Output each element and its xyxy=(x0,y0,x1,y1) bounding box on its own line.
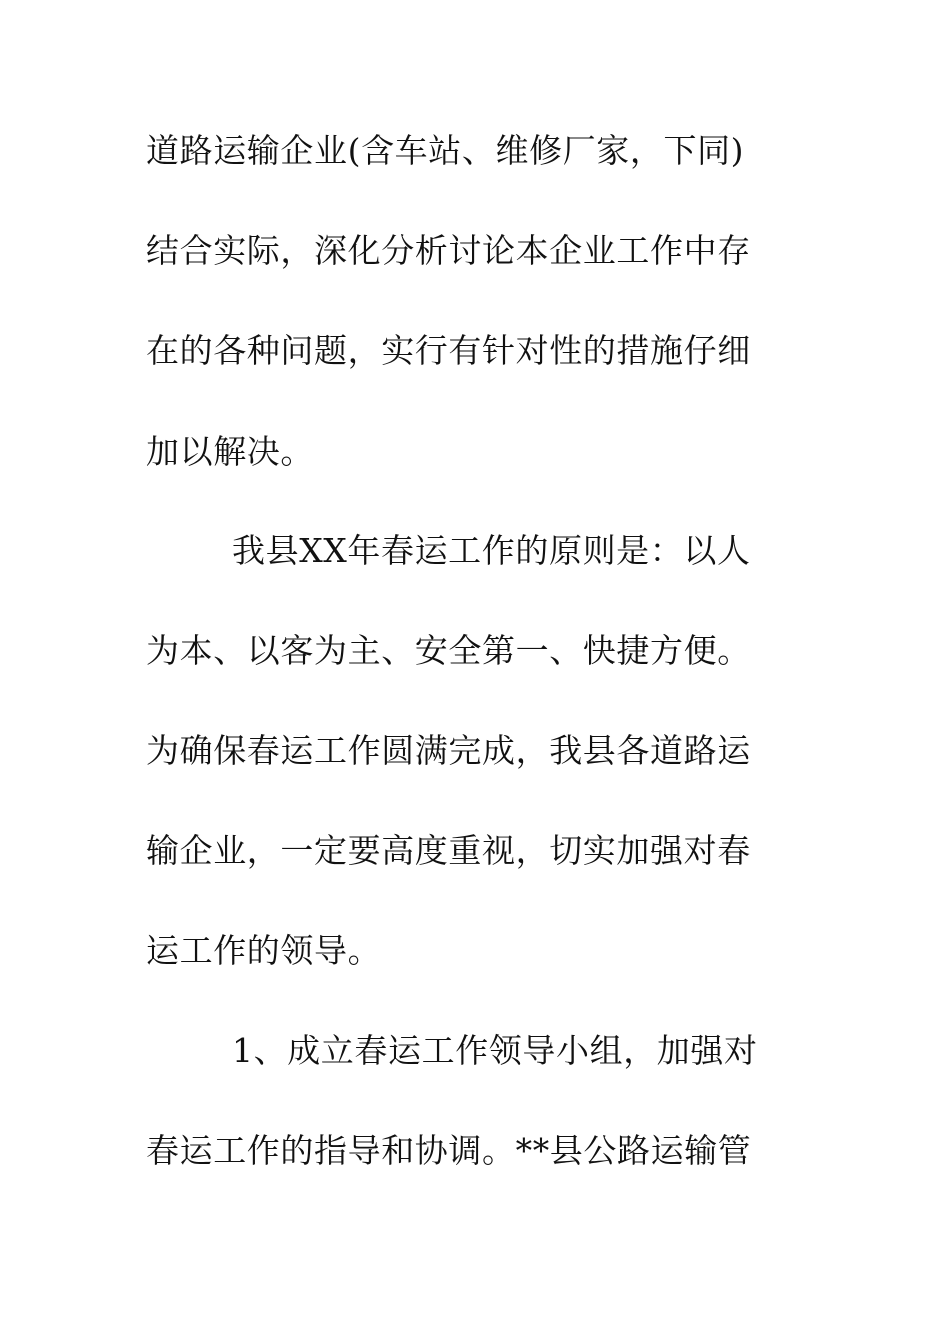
text-line-11: 春运工作的指导和协调。**县公路运输管 xyxy=(146,1131,752,1170)
paragraph-2-line-1: 我县XX年春运工作的原则是：以人 xyxy=(232,531,751,570)
text-line-3: 在的各种问题，实行有针对性的措施仔细 xyxy=(146,331,751,370)
text-line-6: 为本、以客为主、安全第一、快捷方便。 xyxy=(146,631,751,670)
text-line-4: 加以解决。 xyxy=(146,432,314,471)
text-line-2: 结合实际，深化分析讨论本企业工作中存 xyxy=(146,231,751,270)
text-line-8: 输企业，一定要高度重视，切实加强对春 xyxy=(146,831,751,870)
paragraph-3-line-1: 1、成立春运工作领导小组，加强对 xyxy=(232,1031,758,1070)
text-line-1: 道路运输企业(含车站、维修厂家，下同) xyxy=(146,131,745,170)
text-line-9: 运工作的领导。 xyxy=(146,931,382,970)
text-line-7: 为确保春运工作圆满完成，我县各道路运 xyxy=(146,731,751,770)
